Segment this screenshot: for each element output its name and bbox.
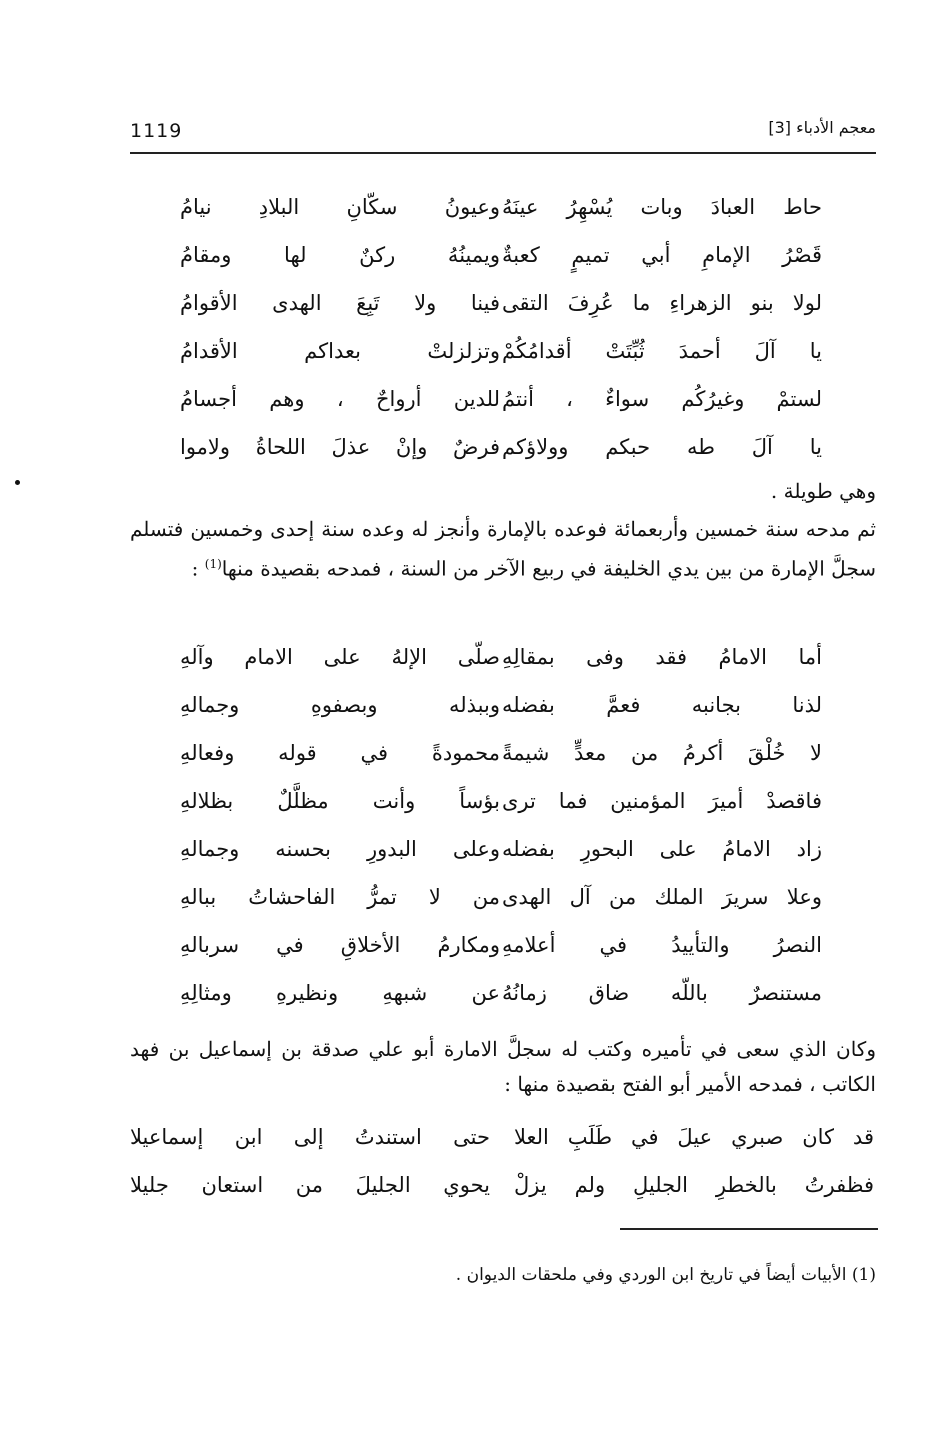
verse: [130, 924, 876, 972]
prose-paragraph-1-end: :: [191, 556, 205, 581]
verse: [130, 234, 876, 282]
first-hemistich: وعلا سريرَ الملك من آل الهدى: [502, 885, 822, 909]
first-hemistich: قد كان صبري عيلَ في طَلَبِ العلا: [514, 1125, 874, 1149]
first-hemistich: فظفرتُ بالخطرِ الجليلِ ولم يزلْ: [514, 1173, 874, 1197]
first-hemistich: زاد الامامُ على البحورِ بفضله: [502, 837, 822, 861]
page-header: [130, 118, 876, 154]
prose-paragraph-1: [130, 512, 876, 587]
verse: [130, 186, 876, 234]
prose-paragraph-2: وكان الذي سعى في تأميره وكتب له سجلَّ الامارة أبو علي صدقة بن إسماعيل بن فهد الكاتب ، فمدحه الأمير أبو الفتح بقصيدة منها :: [130, 1037, 876, 1096]
footnote-separator: [620, 1228, 878, 1230]
first-hemistich: لذنا بجانبه فعمَّ بفضله: [502, 693, 822, 717]
verse: [130, 780, 876, 828]
verse: [130, 732, 876, 780]
second-hemistich: للدين أرواحٌ ، وهم أجسامُ: [180, 387, 500, 411]
second-hemistich: صلّى الإلهُ على الامام وآلهِ: [180, 645, 500, 669]
first-hemistich: يا آلَ أحمدَ ثُبِّتَتْ أقدامُكُمْ: [502, 339, 822, 363]
poem-3: [130, 1120, 876, 1216]
verse: [130, 972, 876, 1020]
first-hemistich: لستمْ وغيرُكُم سواءٌ ، أنتمُ: [502, 387, 822, 411]
second-hemistich: بؤساً وأنت مظلَّلٌ بظلالهِ: [180, 789, 500, 813]
verse: [130, 636, 876, 684]
second-hemistich: فينا ولا تَبِعَ الهدى الأقوامُ: [180, 291, 500, 315]
second-hemistich: فرضٌ وإنْ عذلَ اللحاةُ ولاموا: [180, 435, 500, 459]
verse: [130, 426, 876, 474]
poem-2: [130, 636, 876, 1020]
verse: [130, 1120, 876, 1168]
first-hemistich: يا آلَ طه حبكم وولاؤكم: [502, 435, 822, 459]
running-title: معجم الأدباء [3]: [768, 118, 876, 137]
verse: [130, 1168, 876, 1216]
second-hemistich: وببذله وبصفوهِ وجمالهِ: [180, 693, 500, 717]
second-hemistich: عن شبههِ ونظيرهِ ومثالِهِ: [180, 981, 500, 1005]
poem-1: [130, 186, 876, 474]
verse: [130, 282, 876, 330]
second-hemistich: محمودةً في قوله وفعالهِ: [180, 741, 500, 765]
second-hemistich: ومكارمُ الأخلاقِ في سربالهِ: [180, 933, 500, 957]
verse: [130, 828, 876, 876]
first-hemistich: فاقصدْ أميرَ المؤمنين فما ترى: [502, 789, 822, 813]
first-hemistich: حاط العبادَ وبات يُسْهِرُ عينَهُ: [502, 195, 822, 219]
prose-remark: وهي طويلة .: [770, 479, 876, 503]
verse: [130, 876, 876, 924]
verse: [130, 378, 876, 426]
second-hemistich: وتزلزلتْ بعداكم الأقدامُ: [180, 339, 500, 363]
second-hemistich: حتى استندتُ إلى ابن إسماعيلا: [130, 1125, 490, 1149]
page-number: 1119: [130, 120, 183, 142]
footnote-marker: (1): [204, 557, 222, 571]
verse: [130, 684, 876, 732]
first-hemistich: لا خُلْقَ أكرمُ من معدٍّ شيمةً: [502, 741, 822, 765]
second-hemistich: من لا تمرُّ الفاحشاتُ ببالهِ: [180, 885, 500, 909]
first-hemistich: لولا بنو الزهراءِ ما عُرِفَ التقى: [502, 291, 822, 315]
footnote: (1) الأبيات أيضاً في تاريخ ابن الوردي وفي ملحقات الديوان .: [455, 1265, 876, 1285]
second-hemistich: يحوي الجليلَ من استعان جليلا: [130, 1173, 490, 1197]
verse: [130, 330, 876, 378]
first-hemistich: النصرُ والتأييدُ في أعلامهِ: [502, 933, 822, 957]
margin-dot: [15, 480, 20, 485]
first-hemistich: مستنصرٌ باللّه ضاق زمانُهُ: [502, 981, 822, 1005]
first-hemistich: أما الامامُ فقد وفى بمقالِهِ: [502, 645, 822, 669]
prose-paragraph-1-text: ثم مدحه سنة خمسين وأربعمائة فوعده بالإمارة وأنجز له وعده سنة إحدى وخمسين فتسلم سجلَّ الإمارة من بين يدي الخليفة في ربيع الآخر من السنة ، فمدحه بقصيدة منها: [130, 517, 876, 581]
second-hemistich: وعيونُ سكّانِ البلادِ نيامُ: [180, 195, 500, 219]
second-hemistich: ويمينُهُ ركنٌ لها ومقامُ: [180, 243, 500, 267]
second-hemistich: وعلى البدورِ بحسنه وجمالهِ: [180, 837, 500, 861]
first-hemistich: قَصْرُ الإمامِ أبي تميمٍ كعبةٌ: [502, 243, 822, 267]
